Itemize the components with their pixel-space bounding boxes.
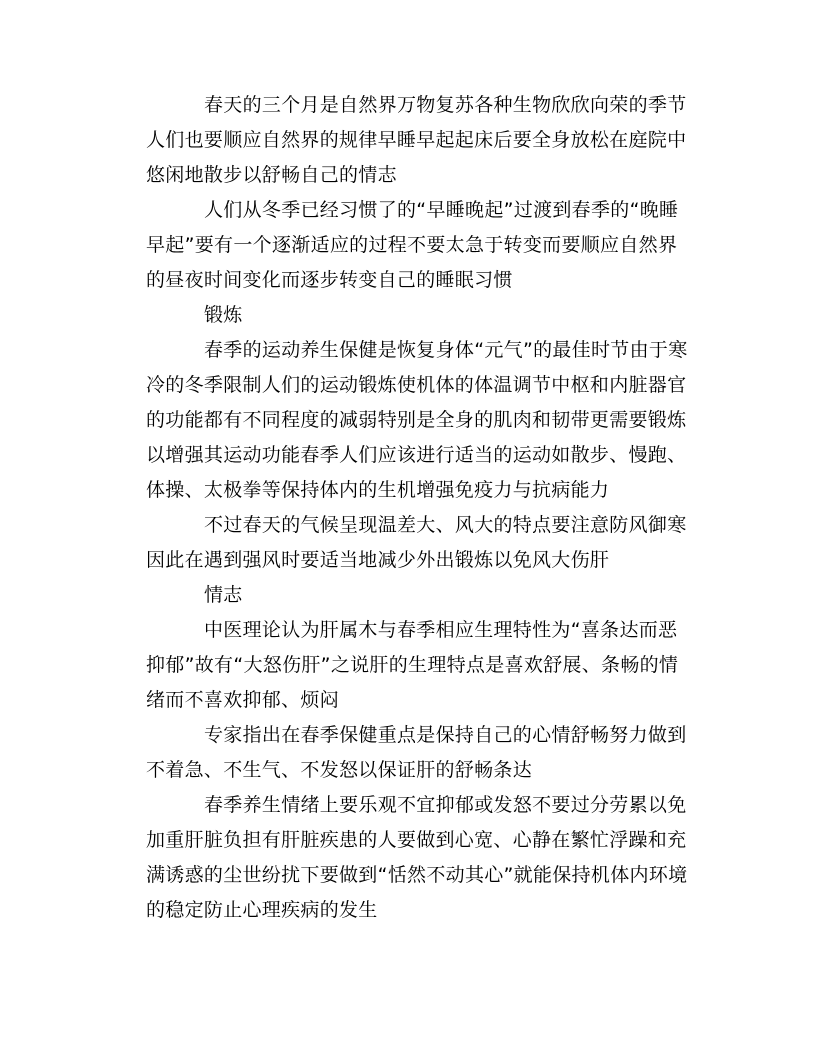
section-heading-emotion: 情志 <box>204 584 243 606</box>
paragraph-exercise-caution: 不过春天的气候呈现温差大、风大的特点要注意防风御寒因此在遇到强风时要适当地减少外出锻炼以免风大伤肝 <box>146 514 687 571</box>
paragraph-sleep-rules: 春天的三个月是自然界万物复苏各种生物欣欣向荣的季节人们也要顺应自然界的规律早睡早起起床后要全身放松在庭院中悠闲地散步以舒畅自己的情志 <box>146 94 687 186</box>
paragraph-exercise-benefits: 春季的运动养生保健是恢复身体“元气”的最佳时节由于寒冷的冬季限制人们的运动锻炼使机体的体温调节中枢和内脏器官的功能都有不同程度的减弱特别是全身的肌肉和韧带更需要锻炼以增强其运动功能春季人们应该进行适当的运动如散步、慢跑、体操、太极拳等保持体内的生机增强免疫力与抗病能力 <box>146 339 688 501</box>
paragraph-emotion-expert: 专家指出在春季保健重点是保持自己的心情舒畅努力做到不着急、不生气、不发怒以保证肝的舒畅条达 <box>146 724 687 781</box>
paragraph-emotion-theory: 中医理论认为肝属木与春季相应生理特性为“喜条达而恶抑郁”故有“大怒伤肝”之说肝的生理特点是喜欢舒展、条畅的情绪而不喜欢抑郁、烦闷 <box>146 619 679 711</box>
document-body <box>146 88 694 928</box>
paragraph-sleep-transition: 人们从冬季已经习惯了的“早睡晚起”过渡到春季的“晚睡早起”要有一个逐渐适应的过程不要太急于转变而要顺应自然界的昼夜时间变化而逐步转变自己的睡眠习惯 <box>146 199 679 291</box>
paragraph-emotion-advice: 春季养生情绪上要乐观不宜抑郁或发怒不要过分劳累以免加重肝脏负担有肝脏疾患的人要做到心宽、心静在繁忙浮躁和充满诱惑的尘世纷扰下要做到“恬然不动其心”就能保持机体内环境的稳定防止心理疾病的发生 <box>146 794 688 921</box>
section-heading-exercise: 锻炼 <box>204 304 243 326</box>
